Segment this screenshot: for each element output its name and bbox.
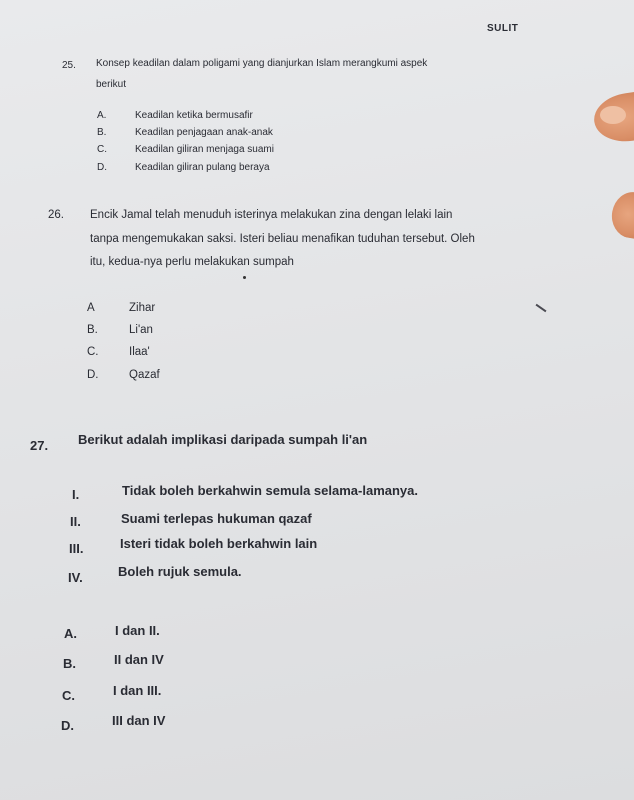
question-stem-line: itu, kedua-nya perlu melakukan sumpah [90,256,294,268]
option-text[interactable]: I dan II. [115,623,160,638]
statement-text: Isteri tidak boleh berkahwin lain [120,536,318,551]
option-letter: A [87,302,95,314]
option-text[interactable]: I dan III. [113,683,162,698]
statement-text: Boleh rujuk semula. [118,564,242,579]
option-text[interactable]: III dan IV [112,713,166,728]
option-text[interactable]: Qazaf [129,369,160,381]
statement-numeral: II. [70,514,81,529]
option-letter: C. [87,346,99,358]
option-letter: D. [97,162,107,173]
option-text[interactable]: II dan IV [114,652,164,667]
question-stem-line: berikut [96,79,127,90]
option-text[interactable]: Keadilan penjagaan anak-anak [135,127,273,138]
question-stem-line: Konsep keadilan dalam poligami yang dianjurkan Islam merangkumi aspek [96,58,428,69]
statement-text: Tidak boleh berkahwin semula selama-lamanya. [122,483,418,498]
question-number: 25. [62,60,76,71]
statement-numeral: IV. [68,570,83,585]
statement-numeral: III. [69,541,84,556]
pen-mark [536,304,547,313]
classification-label: SULIT [487,23,519,34]
statement-numeral: I. [72,487,80,502]
option-text[interactable]: Keadilan giliran pulang beraya [135,162,270,173]
option-letter: B. [63,656,76,671]
question-number: 26. [48,209,64,221]
option-letter: A. [64,626,77,641]
option-letter: B. [87,324,98,336]
option-text[interactable]: Zihar [129,302,156,314]
statement-text: Suami terlepas hukuman qazaf [121,511,312,526]
question-number: 27. [30,438,49,453]
option-letter: C. [97,144,107,155]
option-letter: C. [62,688,75,703]
option-text[interactable]: Keadilan giliran menjaga suami [135,144,274,155]
question-stem-line: Encik Jamal telah menuduh isterinya melakukan zina dengan lelaki lain [90,209,453,221]
option-letter: D. [87,369,99,381]
fingernail [600,106,626,124]
option-text[interactable]: Keadilan ketika bermusafir [135,110,253,121]
question-stem: Berikut adalah implikasi daripada sumpah li'an [78,432,368,447]
option-letter: A. [97,110,107,121]
question-stem-line: tanpa mengemukakan saksi. Isteri beliau menafikan tuduhan tersebut. Oleh [90,233,475,245]
ink-dot [243,276,246,279]
option-text[interactable]: Ilaa' [129,346,150,358]
option-letter: D. [61,718,74,733]
option-text[interactable]: Li'an [129,324,153,336]
option-letter: B. [97,127,107,138]
finger-shadow-lower [608,189,634,241]
